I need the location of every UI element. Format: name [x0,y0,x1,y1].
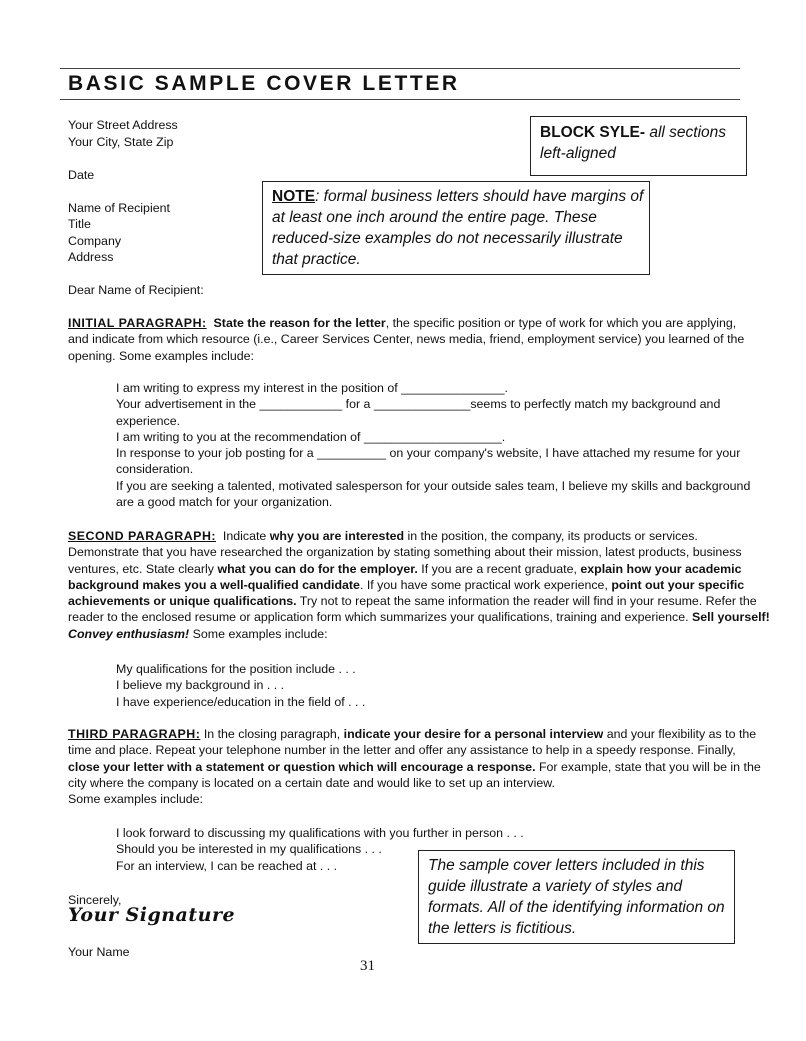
closing: Sincerely, [68,893,122,907]
second-bold: achievements or unique qualifications. [68,594,297,609]
salutation: Dear Name of Recipient: [68,283,204,297]
page-title: BASIC SAMPLE COVER LETTER [68,72,460,95]
initial-heading: INITIAL PARAGRAPH: [68,316,207,330]
initial-bold-1: State the reason for the letter [213,316,386,330]
second-examples [116,661,365,710]
third-text: and your flexibility as to the [603,727,757,741]
note-box [262,181,650,275]
second-example: I believe my background in . . . [116,678,285,693]
third-bold: close your letter with a statement or question which will encourage a response. [68,759,536,774]
initial-example: experience. [116,413,181,428]
second-bold: why you are interested [269,529,405,543]
initial-example: consideration. [116,462,194,477]
third-example: I look forward to discussing my qualifications with you further in person . . . [116,826,524,840]
recipient-address: Address [68,250,114,264]
second-text: Try not to repeat the same information the reader will find in your resume. Refer the [296,594,757,609]
second-bold: Convey enthusiasm! [68,626,190,641]
second-text: reader to the enclosed resume or application form which summarizes your qualifications, training and experience. [68,610,692,625]
initial-example: If you are seeking a talented, motivated salesperson for your outside sales team, I believe my skills and background [116,478,751,493]
block-style-text: all sections [645,124,727,141]
initial-example: Your advertisement in the ____________ for a ______________seems to perfectly match my background and [116,397,721,412]
initial-examples [116,380,750,510]
initial-example: are a good match for your organization. [116,495,333,510]
initial-example: In response to your job posting for a __________ on your company's website, I have attached my resume for your [116,446,741,461]
sample-line-4: the letters is fictitious. [428,920,577,937]
second-line-2: Demonstrate that you have researched the organization by stating something about their mission, latest products, business [68,545,742,560]
block-style-box [530,116,747,176]
second-text: . If you have some practical work experience, [359,577,612,592]
block-style-text-2: left-aligned [540,145,616,162]
initial-line-2: and indicate from which resource (i.e., Career Services Center, news media, friend, employment service) you learned of the [68,332,745,347]
signature: Your Signature [68,904,236,926]
note-line-1: : formal business letters should have margins of [315,188,644,205]
sample-line-3: formats. All of the identifying information on [428,899,725,916]
second-paragraph [68,528,770,642]
sender-name: Your Name [68,945,130,959]
sender-street: Your Street Address [68,118,178,132]
second-bold: point out your specific [611,577,745,592]
third-example: Should you be interested in my qualifications . . . [116,842,382,857]
second-text: Some examples include: [189,626,328,641]
block-style-heading: BLOCK SYLE- [540,124,646,141]
second-bold: background makes you a well-qualified candidate [68,577,360,592]
recipient-company: Company [68,234,122,248]
third-heading: THIRD PARAGRAPH: [68,727,201,741]
second-text: in the position, the company, its products or services. [404,529,698,543]
recipient-name: Name of Recipient [68,201,170,215]
second-example: My qualifications for the position include . . . [116,662,356,676]
initial-line-3: opening. Some examples include: [68,348,254,363]
third-example: For an interview, I can be reached at . . . [116,858,338,873]
note-heading: NOTE [272,188,316,205]
second-bold: Sell yourself! [691,610,770,625]
initial-example: I am writing to you at the recommendation of ____________________. [116,429,506,444]
third-bold: indicate your desire for a personal interview [343,727,604,741]
note-line-3: reduced-size examples do not necessarily illustrate [272,230,623,247]
third-text: In the closing paragraph, [200,727,344,741]
second-bold: what you can do for the employer. [217,561,418,576]
sample-line-2: guide illustrate a variety of styles and [428,878,683,895]
third-line-4: city where the company is located on a certain date and would like to set up an interview. [68,775,555,790]
sender-city: Your City, State Zip [68,135,174,149]
second-example: I have experience/education in the field of . . . [116,694,366,709]
note-line-4: that practice. [272,251,361,268]
third-line-5: Some examples include: [68,792,203,807]
sample-letters-box [418,850,735,944]
third-line-2: time and place. Repeat your telephone number in the letter and offer any assistance to help in a speedy response. Finally, [68,743,736,758]
letter-date: Date [68,168,95,182]
title-bottom-rule [60,99,740,100]
note-line-2: at least one inch around the entire page. These [272,209,597,226]
third-text: For example, state that you will be in the [535,759,761,774]
second-text: Indicate [222,529,270,543]
recipient-title: Title [68,217,91,231]
second-bold: explain how your academic [580,561,742,576]
sample-line-1: The sample cover letters included in this [428,857,705,874]
initial-paragraph [68,315,744,364]
second-text: If you are a recent graduate, [417,561,581,576]
initial-line-1: , the specific position or type of work for which you are applying, [385,316,737,330]
page-number: 31 [360,958,375,974]
third-paragraph [68,726,761,807]
second-heading: SECOND PARAGRAPH: [68,529,217,543]
second-text: ventures, etc. State clearly [68,561,218,576]
initial-example: I am writing to express my interest in the position of _______________. [116,381,508,395]
title-top-rule [60,68,740,69]
